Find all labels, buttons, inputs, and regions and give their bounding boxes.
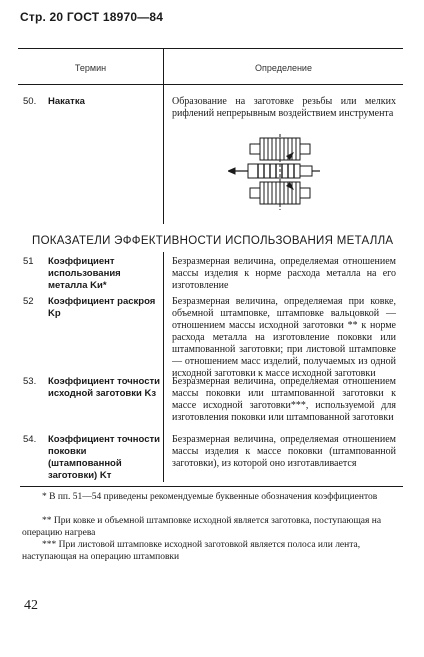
page-number: 42 [24, 598, 38, 613]
section-title: ПОКАЗАТЕЛИ ЭФФЕКТИВНОСТИ ИСПОЛЬЗОВАНИЯ МЕТАЛЛА [32, 235, 394, 247]
column-head-term: Термин [74, 63, 107, 73]
lower-column-divider [163, 252, 164, 482]
entry-51-term: Коэффициент использования металла Kи* [48, 256, 121, 291]
entry-53-definition: Безразмерная величина, определяемая отношением массы поковки или штампованной заготовки к массе исходной заготовки***, используемой для изготовления поковки или штампованной заготовки [172, 376, 396, 423]
entry-54-term: Коэффициент точности поковки (штампованной заготовки) Kт [48, 434, 160, 481]
entry-54-number: 54. [23, 434, 37, 445]
entry-50-number: 50. [23, 96, 37, 107]
entry-50-term: Накатка [48, 96, 85, 107]
entry-51-number: 51 [23, 256, 34, 267]
entry-52-number: 52 [23, 296, 34, 307]
footnote-2: ** При ковке и объемной штамповке исходной является заготовка, поступающая на операцию нагрева [22, 516, 382, 538]
entry-53-number: 53. [23, 376, 37, 387]
table-top-rule [18, 48, 403, 49]
entry-51-definition: Безразмерная величина, определяемая отношением массы изделия к норме расхода металла на его изготовление [172, 256, 396, 291]
footnote-3: *** При листовой штамповке исходной заготовкой является полоса или лента, наступающая на операцию штамповки [22, 540, 361, 562]
rolling-diagram [228, 134, 320, 210]
page-header: Стр. 20 ГОСТ 18970—84 [20, 10, 164, 24]
column-head-definition: Определение [255, 63, 312, 73]
footnote-1: * В пп. 51—54 приведены рекомендуемые буквенные обозначения коэффициентов [42, 492, 378, 502]
entry-54-definition: Безразмерная величина, определяемая отношением массы изделия к массе поковки (штампованной заготовки), из которой оно изготавливается [172, 434, 396, 469]
table-head-rule [18, 84, 403, 85]
entry-52-term: Коэффициент раскроя Kр [48, 296, 156, 319]
entry-53-term: Коэффициент точности исходной заготовки Kз [48, 376, 160, 399]
entry-52-definition: Безразмерная величина, определяемая при ковке, объемной штамповке, штамповке вальцовкой — отношением массы исходной заготовки ** к норме расхода металла на изготовление поковки или штампованной заготовки; при листовой штамповке — отношением масс изделий, получаемых из одной исходной заготовки к массе исходной заготовки [172, 296, 396, 379]
entry-50-definition: Образование на заготовке резьбы или мелких рифлений непрерывным воздействием инструмента [172, 96, 396, 119]
footnote-rule [20, 486, 403, 487]
table-column-divider [163, 48, 164, 224]
